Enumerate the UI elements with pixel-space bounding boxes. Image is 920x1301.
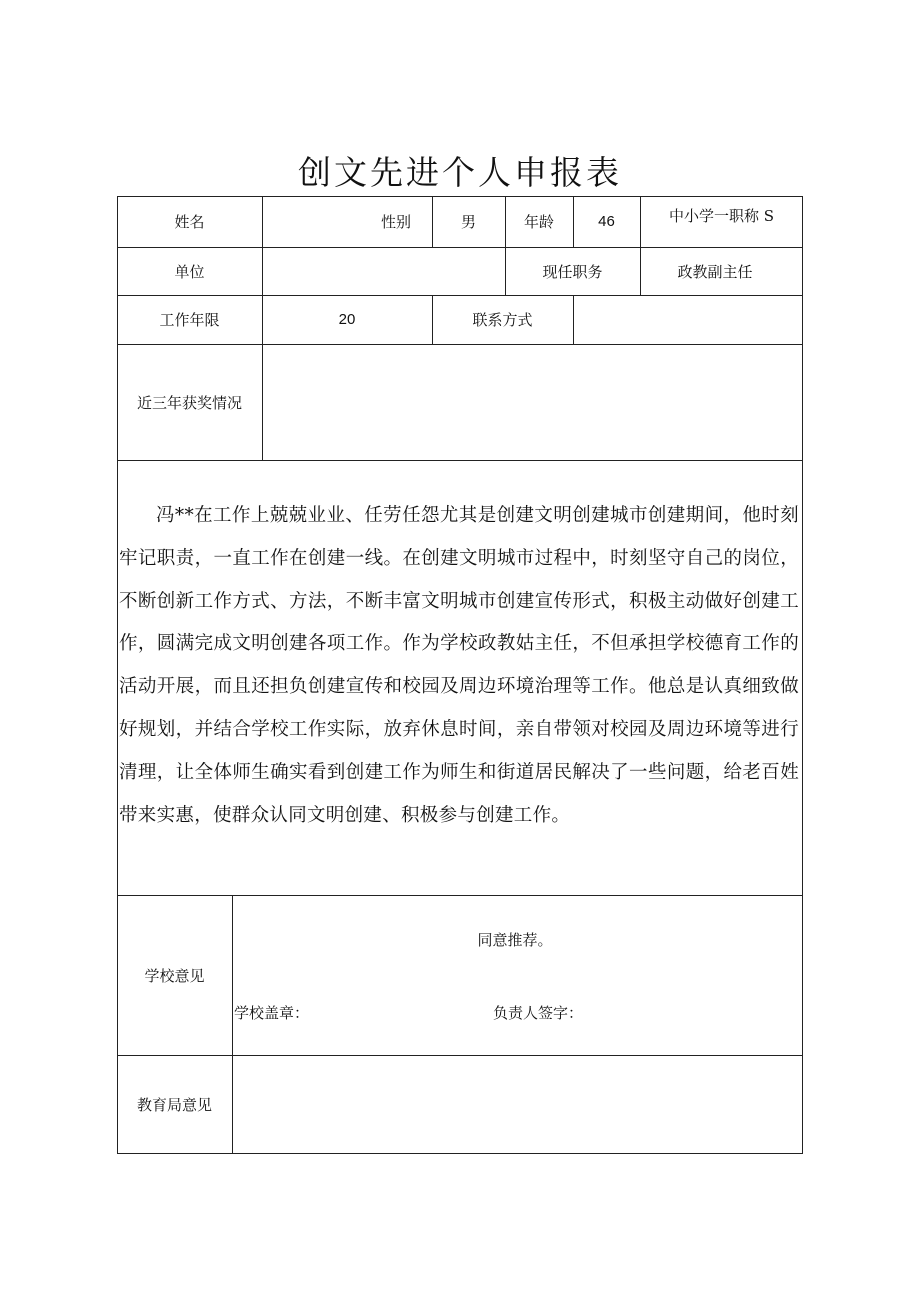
school-opinion-label: 学校意见 xyxy=(144,966,205,985)
row-divider-4 xyxy=(117,460,803,461)
achievement-narrative xyxy=(119,495,803,837)
contact-field[interactable] xyxy=(573,295,803,344)
awards-field[interactable] xyxy=(262,344,803,460)
narrative-paragraph: 冯**在工作上兢兢业业、任劳任怨尤其是创建文明创建城市创建期间，他时刻牢记职责，一直工作在创建一线。在创建文明城市过程中，时刻坚守自己的岗位，不断创新工作方式、方法，不断丰富文明城市创建宣传形式，积极主动做好创建工作，圆满完成文明创建各项工作。作为学校政教姑主任，不但承担学校德育工作的活动开展，而且还担负创建宣传和校园及周边环境治理等工作。他总是认真细致做好规划，并结合学校工作实际，放弃休息时间，亲自带领对校园及周边环境等进行清理，让全体师生确实看到创建工作为师生和街道居民解决了一些问题，给老百姓带来实惠，使群众认同文明创建、积极参与创建工作。 xyxy=(119,505,799,826)
work-years-value[interactable]: 20 xyxy=(338,311,356,328)
name-field[interactable] xyxy=(262,196,362,247)
work-years-label: 工作年限 xyxy=(159,311,220,329)
gender-label: 性别 xyxy=(380,213,411,231)
current-position-value[interactable]: 政教副主任 xyxy=(677,262,753,281)
contact-label: 联系方式 xyxy=(472,311,533,329)
age-value[interactable]: 46 xyxy=(598,213,615,230)
gender-value[interactable]: 男 xyxy=(460,213,476,231)
professional-title-label: 中小学一职称 S xyxy=(668,206,775,225)
current-position-label: 现任职务 xyxy=(542,262,603,281)
unit-label: 单位 xyxy=(174,262,205,281)
bureau-opinion-label: 教育局意见 xyxy=(136,1096,212,1114)
name-label: 姓名 xyxy=(174,213,205,231)
awards-label: 近三年获奖情况 xyxy=(136,393,242,412)
unit-field[interactable] xyxy=(262,247,505,295)
form-title: 创文先进个人申报表 xyxy=(298,153,622,192)
bureau-opinion-field[interactable] xyxy=(233,1055,803,1154)
age-label: 年龄 xyxy=(523,213,554,231)
principal-signature-label: 负责人签字： xyxy=(493,1003,584,1022)
school-opinion-text[interactable]: 同意推荐。 xyxy=(477,930,553,949)
school-seal-label: 学校盖章： xyxy=(234,1003,310,1022)
